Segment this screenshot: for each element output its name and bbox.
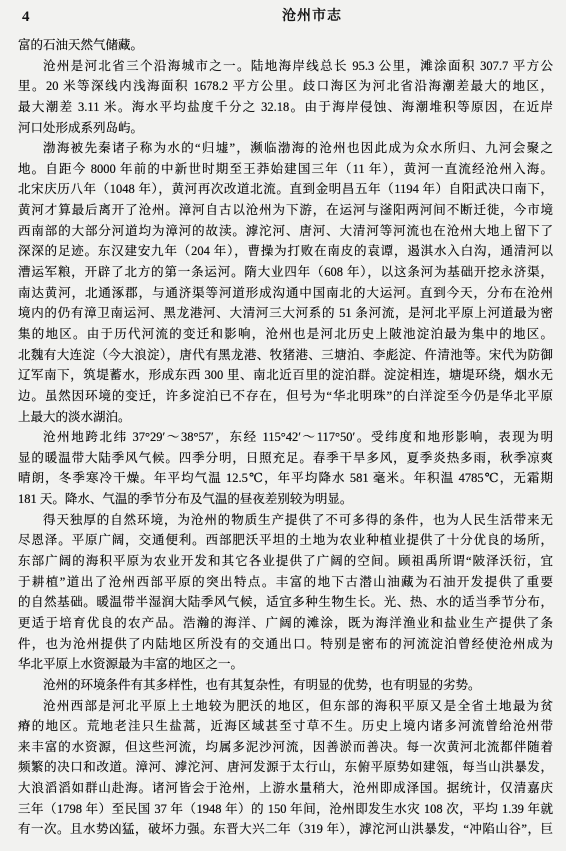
text-line: 渤海被先秦诸子称为水的“归墟”，濒临渤海的沧州也因此成为众水所归、九河会聚之 (43, 141, 553, 156)
text-line: 来丰富的水资源，但这些河流，均属多泥沙河流，因善淤而善决。每一次黄河北流都伴随着 (18, 739, 553, 754)
paragraph (18, 56, 553, 139)
text-line: 晴朗，冬季寒冷干燥。年平均气温 12.5℃，年平均降水 581 毫米。年积温 4785℃，无霜期 (18, 471, 553, 486)
paragraph (18, 35, 553, 56)
text-line: 西南部的大部分河道均为漳河的故渎。滹沱河、唐河、大清河等河流也在沧州大地上留下了 (18, 223, 553, 238)
paragraph (18, 696, 553, 840)
text-line: 南达黄河，北通涿郡，与通济渠等河道形成沟通中国南北的大运河。直到今天，分布在沧州 (18, 285, 553, 300)
text-line: 里。20 米等深线内浅海面积 1678.2 平方公里。歧口海区为河北省沿海潮差最大的地区， (18, 79, 553, 94)
text-line: 境内的仍有漳卫南运河、黑龙港河、大清河三大河系的 51 条河流，是河北平原上河道最为密 (18, 306, 553, 321)
text-line: 于耕植”道出了沧州西部平原的突出特点。丰富的地下古潜山油藏为石油开发提供了重要 (18, 574, 553, 589)
text-line: 河口处形成系列岛屿。 (18, 120, 144, 135)
paragraph (18, 427, 553, 510)
text-line: 北魏有大连淀（今大浪淀），唐代有黑龙港、牧猪港、三塘泊、李彪淀、仵清池等。宋代为防御 (18, 347, 553, 362)
text-line: 频繁的决口和改道。漳河、滹沱河、唐河发源于太行山，东俯平原势如建瓴，每当山洪暴发， (18, 760, 553, 775)
text-line: 尽恩泽。平原广阔，交通便利。西部肥沃平坦的土地为农业种植业提供了十分优良的场所， (18, 533, 553, 548)
page-number: 4 (22, 9, 30, 25)
text-line: 辽军南下，筑堤蓄水，形成东西 300 里、南北近百里的淀泊群。淀淀相连，塘堤环绕，烟水无 (18, 368, 553, 383)
text-line: 最大潮差 3.11 米。海水平均盐度千分之 32.18。由于海岸侵蚀、海潮堆积等原因，在近岸 (18, 99, 553, 114)
text-line: 沧州是河北省三个沿海城市之一。陆地海岸线总长 95.3 公里，滩涂面积 307.7 平方公 (43, 58, 553, 73)
text-line: 沧州的环境条件有其多样性，也有其复杂性，有明显的优势，也有明显的劣势。 (43, 677, 481, 692)
running-title: 沧州市志 (282, 9, 342, 24)
text-line: 集的地区。由于历代河流的变迁和影响，沧州也是河北历史上陂池淀泊最为集中的地区。 (18, 326, 553, 341)
text-line: 富的石油天然气储藏。 (18, 38, 144, 52)
text-line: 更适于培育优良的农产品。浩瀚的海洋、广阔的滩涂，既为海洋渔业和盐业生产提供了条 (18, 615, 553, 630)
text-line: 漕运军粮，开辟了北方的第一条运河。隋大业四年（608 年），以这条河为基础开挖永济渠， (18, 265, 553, 280)
text-line: 181 天。降水、气温的季节分布及气温的昼夜差别较为明显。 (18, 492, 353, 507)
text-line: 北宋庆历八年（1048 年），黄河再次改道北流。直到金明昌五年（1194 年）自阳武决口南下， (18, 182, 553, 197)
text-line: 黄河才算最后离开了沧州。漳河自古以沧州为下游，在运河与滏阳两河间不断迁徙，今市境 (18, 203, 553, 218)
paragraph (18, 138, 553, 427)
text-line: 沧州地跨北纬 37°29′～38°57′，东经 115°42′～117°50′。受纬度和地形影响，表现为明 (43, 430, 553, 445)
text-line: 地。自距今 8000 年前的中新世时期至王莽始建国三年（11 年），黄河一直流经沧州入海。 (18, 161, 553, 176)
paragraph (18, 675, 553, 696)
text-line: 的自然基础。暖温带半湿润大陆季风气候，适宜多种生物生长。光、热、水的适当季节分布， (18, 595, 553, 610)
text-line: 件，也为沧州提供了内陆地区所没有的交通出口。特别是密布的河流淀泊曾经使沧州成为 (18, 636, 553, 651)
text-line: 华北平原上水资源最为丰富的地区之一。 (18, 657, 244, 672)
text-line: 沧州西部是河北平原上土地较为肥沃的地区，但东部的海积平原又是全省土地最为贫 (43, 698, 553, 713)
text-line: 显的暖温带大陆季风气候。四季分明，日照充足。春季干旱多风，夏季炎热多雨，秋季凉爽 (18, 450, 553, 465)
text-line: 大浪滔滔如群山赴海。诸河皆会于沧州，上游水量稍大，沧州即成泽国。据统计，仅清嘉庆 (18, 781, 553, 796)
text-line: 边。虽然因环境的变迁，许多淀泊已不存在，但号为“华北明珠”的白洋淀至今仍是华北平原 (18, 388, 553, 403)
text-line: 三年（1798 年）至民国 37 年（1948 年）的 150 年间，沧州即发生水灾 108 次，平均 1.39 年就 (18, 801, 553, 816)
body-text (18, 35, 553, 840)
text-line: 得天独厚的自然环境，为沧州的物质生产提供了不可多得的条件，也为人民生活带来无 (43, 512, 553, 527)
text-line: 上最大的淡水湖泊。 (18, 409, 131, 424)
text-line: 瘠的地区。荒地老洼只生盐蒿，近海区域甚至寸草不生。历史上境内诸多河流曾给沧州带 (18, 719, 553, 734)
text-line: 有一次。且水势凶猛，破坏力强。东晋大兴二年（319 年），滹沱河山洪暴发，“冲陷山谷”，巨 (18, 822, 553, 837)
text-line: 东部广阔的海积平原为农业开发和其它各业提供了广阔的空间。顾祖禹所谓“陂泽沃衍，宜 (18, 554, 553, 569)
paragraph (18, 510, 553, 675)
text-line: 深深的足迹。东汉建安九年（204 年），曹操为打败在南皮的袁谭，遏淇水入白沟，通清河以 (18, 244, 553, 259)
